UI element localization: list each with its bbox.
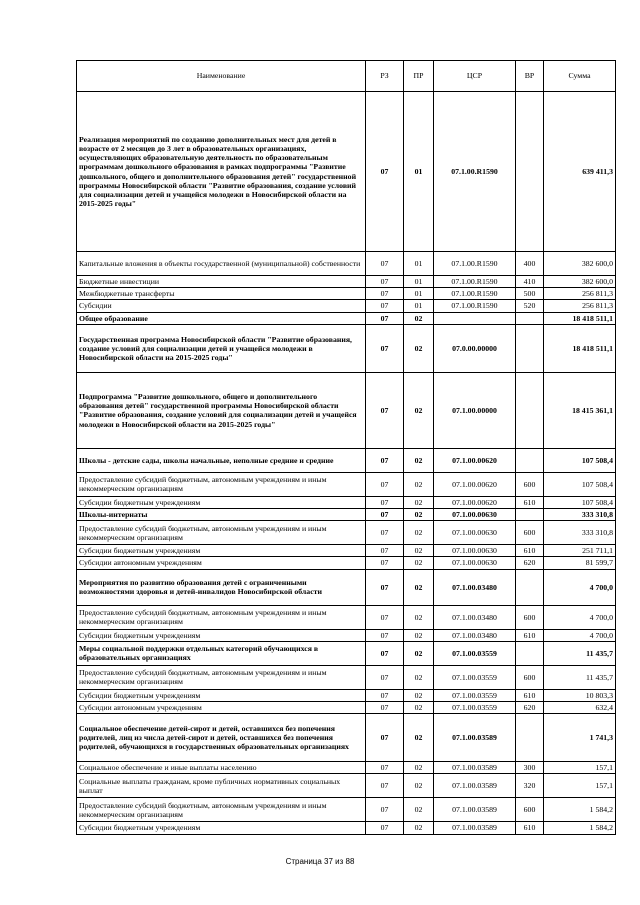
col-header-vr: ВР	[516, 61, 544, 92]
table-row	[77, 629, 616, 641]
cell-csr: 07.1.00.03589	[434, 774, 516, 798]
cell-pr: 02	[404, 557, 434, 569]
cell-name: Субсидии бюджетным учреждениям	[77, 496, 366, 508]
table-row	[77, 557, 616, 569]
cell-csr: 07.1.00.03480	[434, 605, 516, 629]
cell-rz: 07	[366, 448, 404, 472]
cell-csr: 07.1.00.03559	[434, 689, 516, 701]
cell-rz: 07	[366, 372, 404, 448]
table-row	[77, 92, 616, 252]
cell-name: Общее образование	[77, 312, 366, 324]
cell-name: Меры социальной поддержки отдельных категорий обучающихся в образовательных организациях	[77, 641, 366, 665]
cell-pr: 02	[404, 569, 434, 605]
cell-rz: 07	[366, 665, 404, 689]
table-row	[77, 762, 616, 774]
cell-sum: 333 310,8	[544, 509, 616, 521]
cell-vr: 600	[516, 605, 544, 629]
cell-pr: 02	[404, 774, 434, 798]
table-row	[77, 569, 616, 605]
cell-sum: 251 711,1	[544, 545, 616, 557]
cell-sum: 107 508,4	[544, 448, 616, 472]
page-number: Страница 37 из 88	[285, 857, 355, 866]
cell-sum: 1 741,3	[544, 714, 616, 762]
cell-name: Субсидии бюджетным учреждениям	[77, 545, 366, 557]
cell-sum: 157,1	[544, 774, 616, 798]
cell-pr: 02	[404, 762, 434, 774]
cell-name: Предоставление субсидий бюджетным, автономным учреждениям и иным некоммерческим организациям	[77, 798, 366, 822]
table-row	[77, 276, 616, 288]
cell-sum: 107 508,4	[544, 472, 616, 496]
cell-vr: 600	[516, 472, 544, 496]
cell-rz: 07	[366, 641, 404, 665]
cell-pr: 02	[404, 702, 434, 714]
budget-table	[76, 60, 616, 835]
cell-name: Предоставление субсидий бюджетным, автономным учреждениям и иным некоммерческим организациям	[77, 665, 366, 689]
cell-vr: 610	[516, 629, 544, 641]
cell-rz: 07	[366, 252, 404, 276]
cell-sum: 4 700,0	[544, 629, 616, 641]
cell-sum: 107 508,4	[544, 496, 616, 508]
cell-sum: 256 811,3	[544, 300, 616, 312]
cell-sum: 157,1	[544, 762, 616, 774]
cell-vr	[516, 448, 544, 472]
cell-sum: 11 435,7	[544, 665, 616, 689]
cell-name: Социальные выплаты гражданам, кроме публичных нормативных социальных выплат	[77, 774, 366, 798]
cell-sum: 382 600,0	[544, 276, 616, 288]
table-row	[77, 545, 616, 557]
cell-name: Бюджетные инвестиции	[77, 276, 366, 288]
cell-name: Социальное обеспечение и иные выплаты населению	[77, 762, 366, 774]
cell-rz: 07	[366, 472, 404, 496]
cell-pr: 01	[404, 92, 434, 252]
cell-rz: 07	[366, 300, 404, 312]
cell-rz: 07	[366, 288, 404, 300]
cell-name: Субсидии автономным учреждениям	[77, 702, 366, 714]
cell-sum: 256 811,3	[544, 288, 616, 300]
cell-vr: 620	[516, 702, 544, 714]
cell-csr: 07.1.00.R1590	[434, 288, 516, 300]
cell-vr	[516, 324, 544, 372]
table-row	[77, 702, 616, 714]
cell-rz: 07	[366, 629, 404, 641]
cell-name: Реализация мероприятий по созданию дополнительных мест для детей в возрасте от 2 месяцев до 3 лет в образовательных организациях, осуществляющих образовательную деятельность по образовательным программам дошкольного образования в рамках подпрограммы "Развитие дошкольного, общего и дополнительного образования детей" государственной программы Новосибирской области "Развитие образования, создание условий для социализации детей и учащейся молодежи в Новосибирской области на 2015-2025 годы"	[77, 92, 366, 252]
cell-csr: 07.1.00.00630	[434, 509, 516, 521]
cell-name: Субсидии бюджетным учреждениям	[77, 629, 366, 641]
cell-rz: 07	[366, 312, 404, 324]
cell-sum: 81 599,7	[544, 557, 616, 569]
cell-vr	[516, 569, 544, 605]
cell-vr: 520	[516, 300, 544, 312]
cell-name: Субсидии бюджетным учреждениям	[77, 689, 366, 701]
cell-sum: 639 411,3	[544, 92, 616, 252]
cell-rz: 07	[366, 569, 404, 605]
cell-pr: 02	[404, 324, 434, 372]
cell-name: Предоставление субсидий бюджетным, автономным учреждениям и иным некоммерческим организациям	[77, 605, 366, 629]
cell-vr: 410	[516, 276, 544, 288]
cell-rz: 07	[366, 689, 404, 701]
cell-vr: 600	[516, 798, 544, 822]
cell-sum: 10 803,3	[544, 689, 616, 701]
cell-rz: 07	[366, 557, 404, 569]
cell-rz: 07	[366, 822, 404, 834]
cell-rz: 07	[366, 545, 404, 557]
cell-vr: 600	[516, 521, 544, 545]
cell-rz: 07	[366, 521, 404, 545]
cell-vr: 500	[516, 288, 544, 300]
cell-sum: 18 418 511,1	[544, 324, 616, 372]
cell-pr: 01	[404, 252, 434, 276]
cell-pr: 02	[404, 496, 434, 508]
cell-rz: 07	[366, 92, 404, 252]
cell-csr: 07.1.00.03480	[434, 629, 516, 641]
table-row	[77, 774, 616, 798]
table-row	[77, 448, 616, 472]
cell-vr	[516, 714, 544, 762]
cell-pr: 02	[404, 629, 434, 641]
cell-rz: 07	[366, 496, 404, 508]
cell-name: Государственная программа Новосибирской области "Развитие образования, создание условий для социализации детей и учащейся молодежи в Новосибирской области на 2015-2025 годы"	[77, 324, 366, 372]
cell-csr: 07.1.00.00620	[434, 496, 516, 508]
cell-name: Подпрограмма "Развитие дошкольного, общего и дополнительного образования детей" государственной программы Новосибирской области "Развитие образования, создание условий для социализации детей и учащейся молодежи в Новосибирской области на 2015-2025 годы"	[77, 372, 366, 448]
cell-csr: 07.1.00.R1590	[434, 300, 516, 312]
cell-rz: 07	[366, 605, 404, 629]
table-row	[77, 641, 616, 665]
cell-csr: 07.1.00.03559	[434, 665, 516, 689]
cell-sum: 382 600,0	[544, 252, 616, 276]
cell-csr: 07.1.00.00000	[434, 372, 516, 448]
cell-sum: 1 584,2	[544, 798, 616, 822]
table-row	[77, 472, 616, 496]
cell-csr: 07.1.00.00620	[434, 448, 516, 472]
cell-csr: 07.1.00.03480	[434, 569, 516, 605]
cell-sum: 18 415 361,1	[544, 372, 616, 448]
cell-csr: 07.1.00.03589	[434, 798, 516, 822]
cell-vr	[516, 92, 544, 252]
cell-vr: 400	[516, 252, 544, 276]
cell-csr: 07.1.00.00630	[434, 557, 516, 569]
table-row	[77, 521, 616, 545]
col-header-name: Наименование	[77, 61, 366, 92]
cell-vr: 610	[516, 545, 544, 557]
cell-rz: 07	[366, 798, 404, 822]
cell-pr: 02	[404, 521, 434, 545]
cell-name: Субсидии	[77, 300, 366, 312]
cell-pr: 02	[404, 822, 434, 834]
cell-name: Капитальные вложения в объекты государственной (муниципальной) собственности	[77, 252, 366, 276]
cell-csr: 07.1.00.R1590	[434, 92, 516, 252]
cell-pr: 02	[404, 605, 434, 629]
cell-name: Субсидии бюджетным учреждениям	[77, 822, 366, 834]
table-row	[77, 665, 616, 689]
col-header-rz: РЗ	[366, 61, 404, 92]
cell-name: Мероприятия по развитию образования детей с ограниченными возможностями здоровья и детей-инвалидов Новосибирской области	[77, 569, 366, 605]
cell-vr	[516, 372, 544, 448]
cell-rz: 07	[366, 509, 404, 521]
table-row	[77, 300, 616, 312]
cell-vr: 300	[516, 762, 544, 774]
cell-vr	[516, 641, 544, 665]
table-row	[77, 822, 616, 834]
table-row	[77, 714, 616, 762]
cell-rz: 07	[366, 762, 404, 774]
col-header-pr: ПР	[404, 61, 434, 92]
cell-rz: 07	[366, 324, 404, 372]
cell-csr: 07.1.00.00630	[434, 545, 516, 557]
table-body	[77, 92, 616, 835]
table-row	[77, 372, 616, 448]
cell-vr: 610	[516, 689, 544, 701]
table-row	[77, 798, 616, 822]
cell-csr: 07.1.00.03559	[434, 702, 516, 714]
cell-sum: 1 584,2	[544, 822, 616, 834]
cell-name: Предоставление субсидий бюджетным, автономным учреждениям и иным некоммерческим организациям	[77, 521, 366, 545]
cell-pr: 02	[404, 448, 434, 472]
cell-name: Социальное обеспечение детей-сирот и детей, оставшихся без попечения родителей, лиц из числа детей-сирот и детей, оставшихся без попечения родителей, обучающихся в государственных образовательных организациях	[77, 714, 366, 762]
col-header-csr: ЦСР	[434, 61, 516, 92]
cell-sum: 18 418 511,1	[544, 312, 616, 324]
table-row	[77, 252, 616, 276]
cell-csr: 07.1.00.00630	[434, 521, 516, 545]
cell-csr	[434, 312, 516, 324]
cell-csr: 07.1.00.03589	[434, 714, 516, 762]
table-header-row	[77, 61, 616, 92]
cell-vr: 600	[516, 665, 544, 689]
cell-csr: 07.0.00.00000	[434, 324, 516, 372]
cell-vr: 610	[516, 496, 544, 508]
cell-csr: 07.1.00.03589	[434, 762, 516, 774]
cell-vr: 610	[516, 822, 544, 834]
table-row	[77, 496, 616, 508]
cell-sum: 4 700,0	[544, 605, 616, 629]
cell-pr: 02	[404, 798, 434, 822]
cell-pr: 01	[404, 288, 434, 300]
cell-pr: 02	[404, 312, 434, 324]
cell-rz: 07	[366, 276, 404, 288]
cell-name: Субсидии автономным учреждениям	[77, 557, 366, 569]
table-row	[77, 689, 616, 701]
cell-name: Школы-интернаты	[77, 509, 366, 521]
table-row	[77, 605, 616, 629]
table-row	[77, 312, 616, 324]
col-header-sum: Сумма	[544, 61, 616, 92]
cell-pr: 02	[404, 509, 434, 521]
cell-pr: 02	[404, 472, 434, 496]
cell-pr: 01	[404, 300, 434, 312]
cell-sum: 4 700,0	[544, 569, 616, 605]
cell-csr: 07.1.00.03589	[434, 822, 516, 834]
cell-rz: 07	[366, 714, 404, 762]
cell-pr: 01	[404, 276, 434, 288]
cell-pr: 02	[404, 641, 434, 665]
cell-rz: 07	[366, 702, 404, 714]
cell-vr	[516, 312, 544, 324]
cell-pr: 02	[404, 714, 434, 762]
table-row	[77, 288, 616, 300]
cell-pr: 02	[404, 665, 434, 689]
cell-pr: 02	[404, 372, 434, 448]
cell-name: Школы - детские сады, школы начальные, неполные средние и средние	[77, 448, 366, 472]
table-row	[77, 324, 616, 372]
cell-sum: 632,4	[544, 702, 616, 714]
cell-vr: 320	[516, 774, 544, 798]
cell-sum: 11 435,7	[544, 641, 616, 665]
cell-vr	[516, 509, 544, 521]
cell-pr: 02	[404, 689, 434, 701]
cell-vr: 620	[516, 557, 544, 569]
cell-name: Межбюджетные трансферты	[77, 288, 366, 300]
cell-csr: 07.1.00.R1590	[434, 252, 516, 276]
cell-csr: 07.1.00.03559	[434, 641, 516, 665]
table-row	[77, 509, 616, 521]
cell-csr: 07.1.00.00620	[434, 472, 516, 496]
cell-rz: 07	[366, 774, 404, 798]
cell-sum: 333 310,8	[544, 521, 616, 545]
cell-csr: 07.1.00.R1590	[434, 276, 516, 288]
cell-pr: 02	[404, 545, 434, 557]
cell-name: Предоставление субсидий бюджетным, автономным учреждениям и иным некоммерческим организациям	[77, 472, 366, 496]
